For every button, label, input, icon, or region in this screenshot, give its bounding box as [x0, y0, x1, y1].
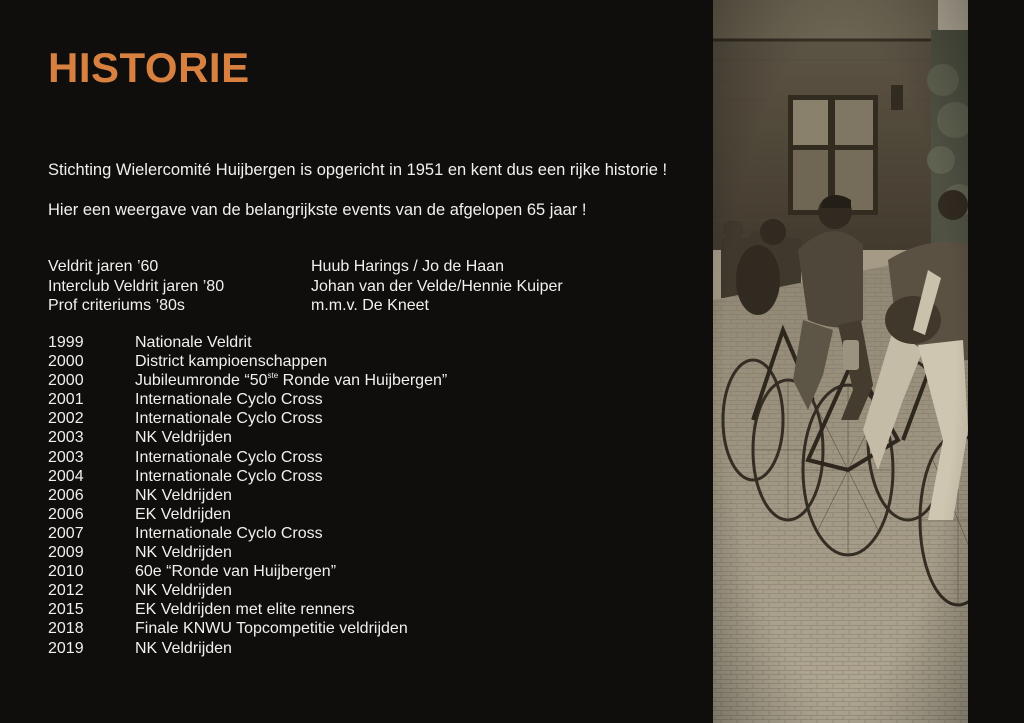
event-year: 2001 [48, 391, 84, 409]
era-names: Johan van der Velde/Hennie Kuiper [311, 277, 563, 295]
event-row [48, 619, 608, 638]
event-year: 2012 [48, 582, 84, 600]
event-name: EK Veldrijden [135, 505, 232, 523]
event-year: 1999 [48, 334, 84, 351]
event-name-part: Jubileumronde “50 [135, 372, 268, 390]
right-edge-bar [968, 0, 1024, 723]
events-list [48, 333, 608, 658]
event-row [48, 486, 608, 505]
event-year: 2004 [48, 467, 84, 485]
event-row [48, 371, 608, 390]
event-row [48, 352, 608, 371]
event-name: Internationale Cyclo Cross [135, 448, 323, 466]
event-row [48, 543, 608, 562]
era-names: m.m.v. De Kneet [311, 297, 429, 314]
event-row [48, 505, 608, 524]
event-year: 2002 [48, 410, 84, 428]
event-row [48, 390, 608, 409]
event-year: 2007 [48, 524, 84, 542]
event-year: 2000 [48, 372, 84, 390]
event-year: 2010 [48, 563, 84, 581]
event-name: Internationale Cyclo Cross [135, 524, 323, 542]
event-name: NK Veldrijden [135, 429, 232, 447]
event-row [48, 467, 608, 486]
event-name: Finale KNWU Topcompetitie veldrijden [135, 620, 408, 638]
event-year: 2006 [48, 505, 84, 523]
page-title: HISTORIE [48, 44, 250, 91]
event-name: NK Veldrijden [135, 582, 232, 600]
intro-founded: Stichting Wielercomité Huijbergen is opgericht in 1951 en kent dus een rijke historie ! [48, 161, 668, 179]
intro-overview: Hier een weergave van de belangrijkste events van de afgelopen 65 jaar ! [48, 201, 587, 219]
event-year: 2009 [48, 544, 84, 562]
event-name: EK Veldrijden met elite renners [135, 601, 355, 619]
event-name: Internationale Cyclo Cross [135, 391, 323, 409]
cyclists-race-photo [713, 0, 968, 723]
event-name: NK Veldrijden [135, 544, 232, 562]
era-names: Huub Harings / Jo de Haan [311, 258, 504, 275]
event-row [48, 600, 608, 619]
event-name: NK Veldrijden [135, 639, 232, 657]
event-row [48, 524, 608, 543]
event-row [48, 448, 608, 467]
event-row [48, 333, 608, 352]
era-label: Interclub Veldrit jaren ’80 [48, 277, 225, 295]
event-year: 2018 [48, 620, 84, 638]
event-year: 2003 [48, 429, 84, 447]
event-name-part: Ronde van Huijbergen” [278, 372, 448, 390]
event-name: Internationale Cyclo Cross [135, 410, 323, 428]
cyclists-photo-illustration [713, 0, 968, 723]
event-row [48, 428, 608, 447]
event-name [135, 371, 447, 390]
event-year: 2015 [48, 601, 84, 619]
event-year: 2000 [48, 353, 84, 371]
event-year: 2003 [48, 448, 84, 466]
event-year: 2006 [48, 486, 84, 504]
event-name: Internationale Cyclo Cross [135, 467, 323, 485]
event-row [48, 562, 608, 581]
era-label: Veldrit jaren ’60 [48, 258, 159, 275]
event-ordinal-suffix: ste [267, 371, 279, 381]
event-year: 2019 [48, 639, 84, 657]
event-name: Nationale Veldrit [135, 334, 252, 351]
era-label: Prof criteriums ’80s [48, 297, 185, 314]
event-row [48, 639, 608, 658]
event-name: District kampioenschappen [135, 353, 328, 371]
event-row [48, 581, 608, 600]
event-name: 60e “Ronde van Huijbergen” [135, 563, 337, 581]
event-name: NK Veldrijden [135, 486, 232, 504]
event-row [48, 409, 608, 428]
